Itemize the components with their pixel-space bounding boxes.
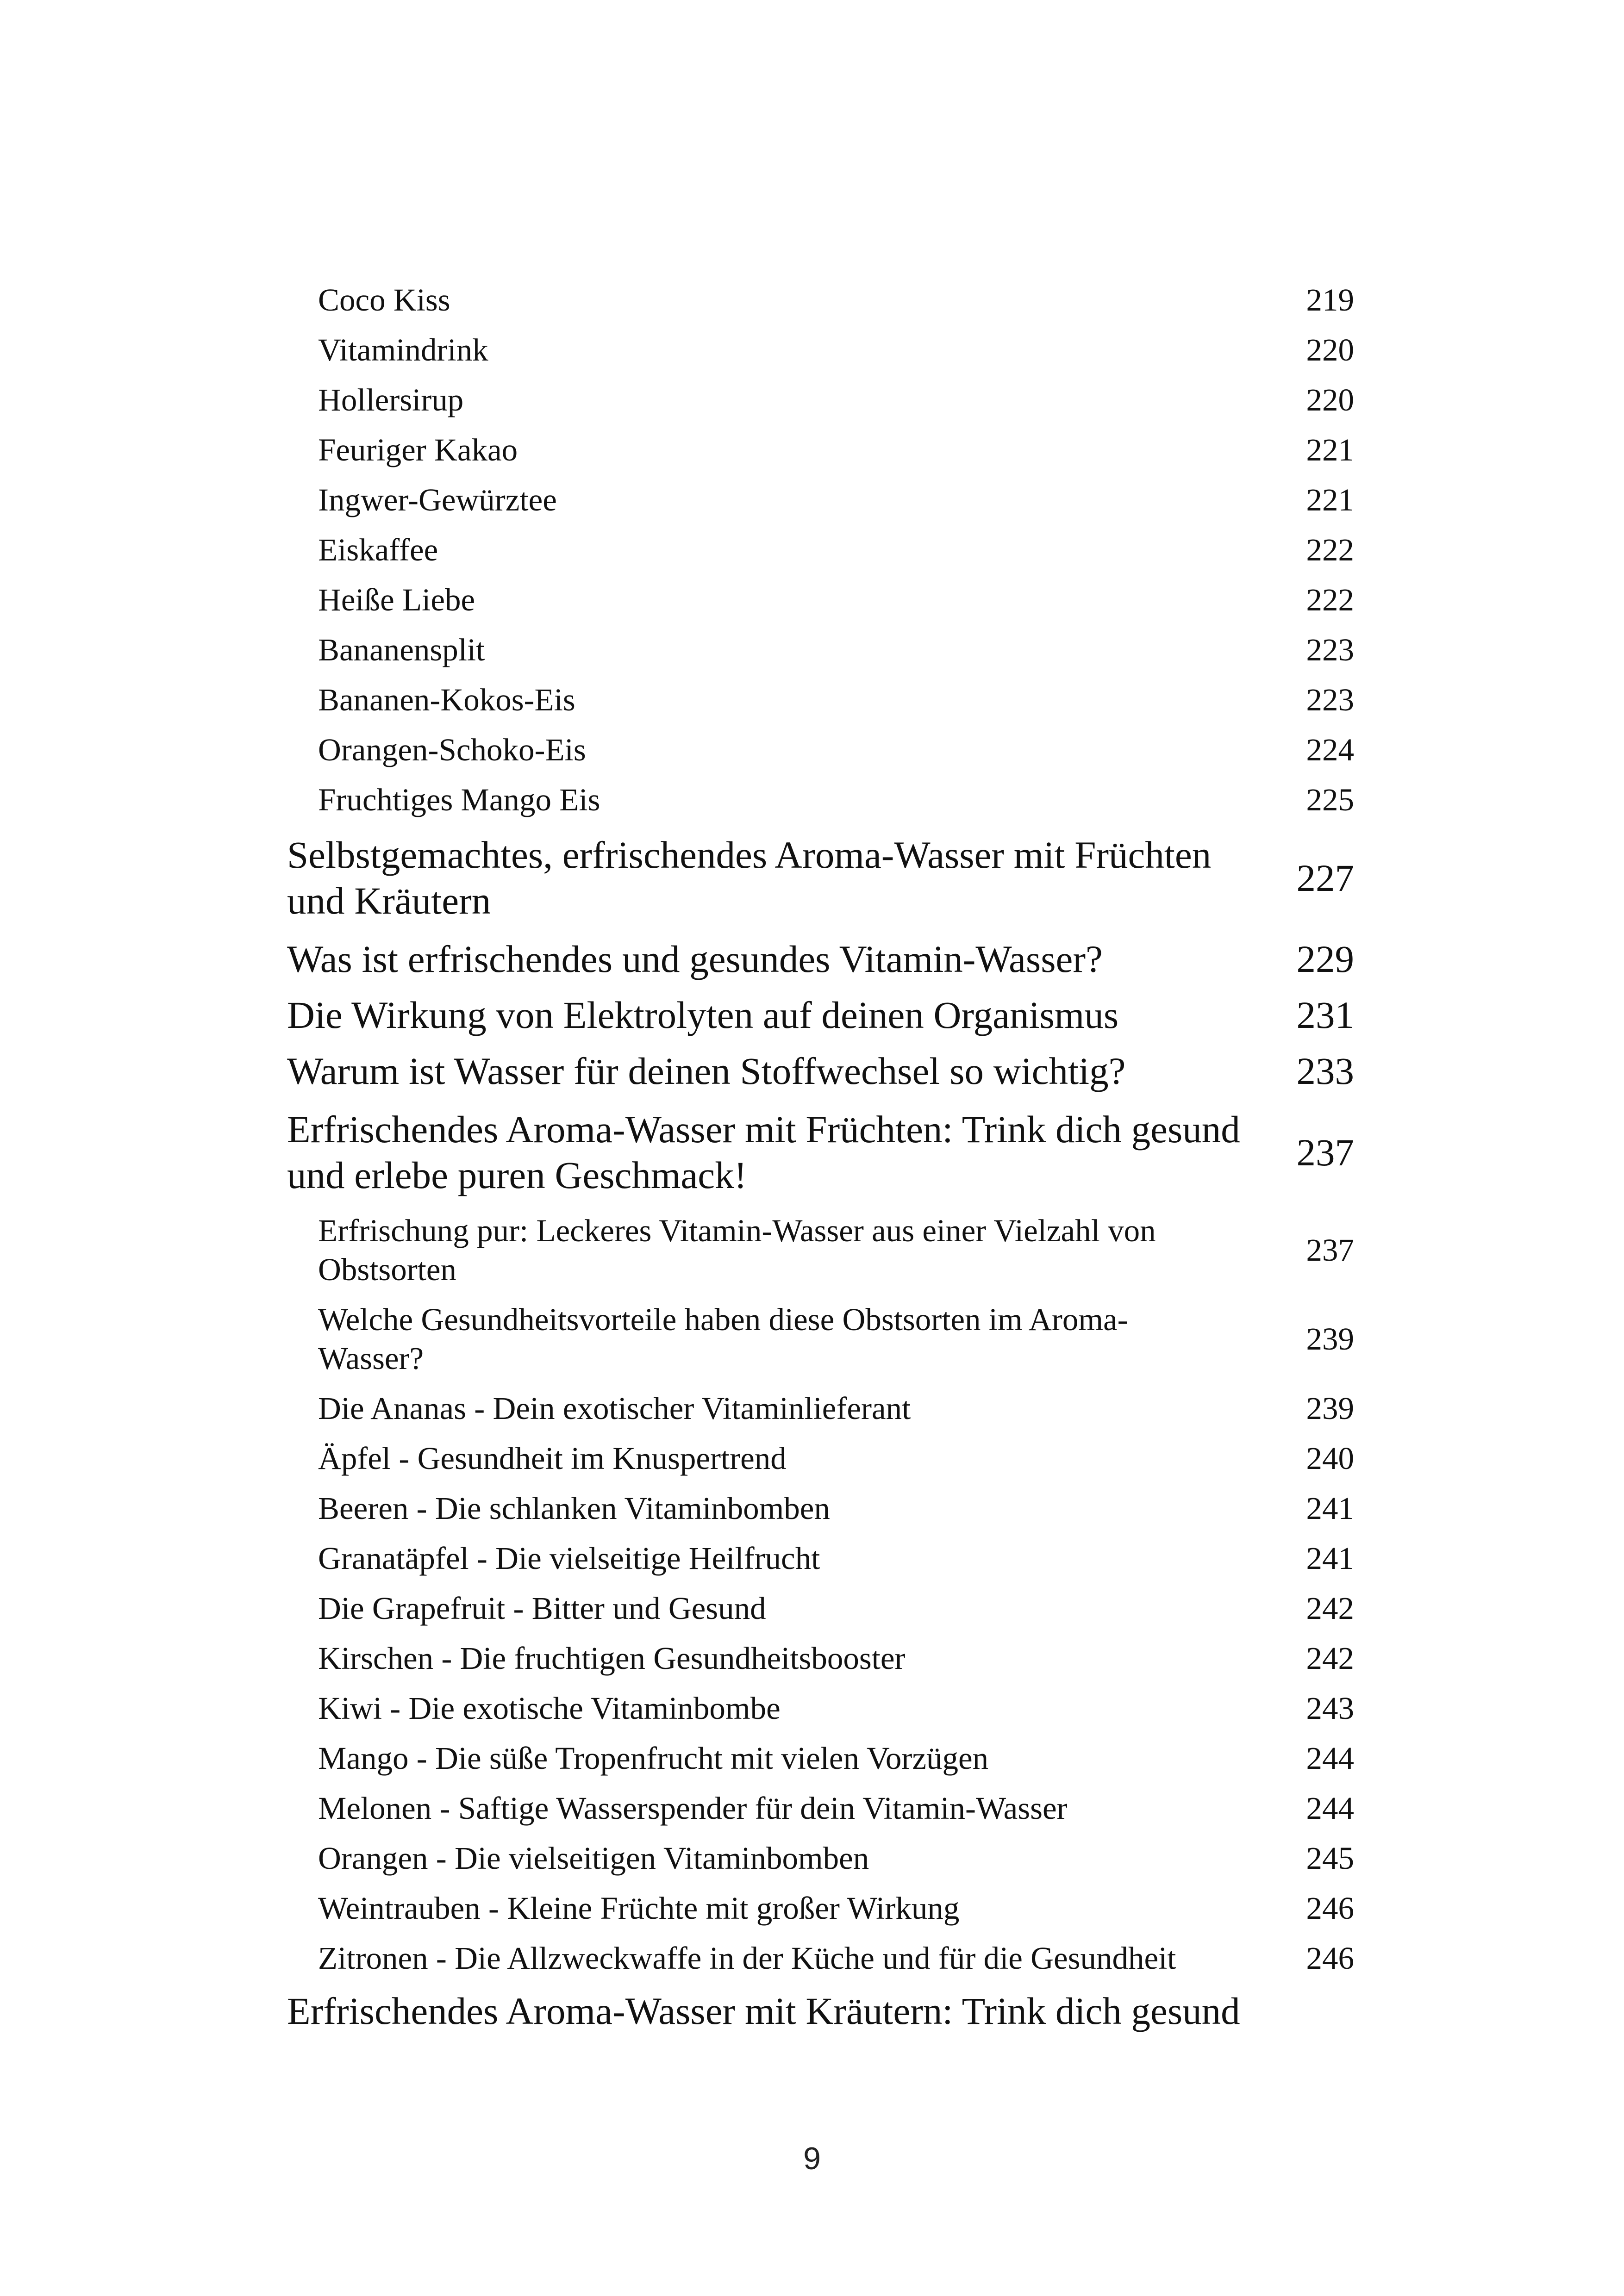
toc-entry-title: Zitronen - Die Allzweckwaffe in der Küche und für die Gesundheit bbox=[318, 1941, 1176, 1976]
toc-entry-page: 246 bbox=[1306, 1941, 1354, 1976]
toc-entry-title: Mango - Die süße Tropenfrucht mit vielen Vorzügen bbox=[318, 1741, 989, 1776]
toc-entry-title: Ingwer-Gewürztee bbox=[318, 482, 557, 517]
toc-chapter-entry bbox=[287, 1043, 1354, 1099]
toc-entry-page: 220 bbox=[1306, 382, 1354, 417]
toc-entry-page: 242 bbox=[1306, 1591, 1354, 1626]
toc-entry-page: 229 bbox=[1296, 938, 1354, 980]
toc-entry-page: 219 bbox=[1306, 282, 1354, 317]
toc-section-entry bbox=[287, 1933, 1354, 1983]
toc-entry-title: Kiwi - Die exotische Vitaminbombe bbox=[318, 1691, 781, 1726]
toc-entry-title: Melonen - Saftige Wasserspender für dein Vitamin-Wasser bbox=[318, 1791, 1068, 1826]
toc-entry-title: Erfrischendes Aroma-Wasser mit Kräutern: Trink dich gesund bbox=[287, 1990, 1240, 2032]
toc-entry-page: 237 bbox=[1296, 1131, 1354, 1174]
toc-entry-title: Hollersirup bbox=[318, 382, 464, 417]
toc-entry-page: 246 bbox=[1306, 1891, 1354, 1926]
toc-entry-page: 227 bbox=[1296, 856, 1354, 899]
toc-entry-title: Warum ist Wasser für deinen Stoffwechsel so wichtig? bbox=[287, 1050, 1126, 1092]
toc-entry-title: Feuriger Kakao bbox=[318, 432, 518, 467]
toc-section-entry bbox=[287, 1433, 1354, 1483]
toc-entry-title: Erfrischendes Aroma-Wasser mit Früchten: Trink dich gesund und erlebe puren Geschmack! bbox=[287, 1108, 1240, 1196]
toc-entry-page: 221 bbox=[1306, 482, 1354, 517]
toc-entry-page: 231 bbox=[1296, 994, 1354, 1036]
toc-section-entry bbox=[287, 325, 1354, 375]
toc-entry-title: Beeren - Die schlanken Vitaminbomben bbox=[318, 1491, 830, 1526]
toc-section-entry bbox=[287, 375, 1354, 425]
toc-chapter-entry bbox=[287, 825, 1354, 931]
toc-entry-title: Fruchtiges Mango Eis bbox=[318, 782, 600, 817]
toc-entry-title: Bananen-Kokos-Eis bbox=[318, 682, 575, 717]
toc-entry-page: 245 bbox=[1306, 1841, 1354, 1876]
toc-entry-title: Bananensplit bbox=[318, 632, 485, 667]
toc-entry-page: 244 bbox=[1306, 1741, 1354, 1776]
toc-entry-title: Erfrischung pur: Leckeres Vitamin-Wasser aus einer Vielzahl von Obstsorten bbox=[318, 1213, 1156, 1287]
toc-entry-title: Die Grapefruit - Bitter und Gesund bbox=[318, 1591, 766, 1626]
toc-entry-title: Selbstgemachtes, erfrischendes Aroma-Wasser mit Früchten und Kräutern bbox=[287, 834, 1212, 922]
toc-entry-title: Orangen-Schoko-Eis bbox=[318, 732, 586, 767]
toc-entry-page: 243 bbox=[1306, 1691, 1354, 1726]
toc-section-entry bbox=[287, 1483, 1354, 1533]
toc-chapter-entry bbox=[287, 931, 1354, 987]
toc-section-entry bbox=[287, 625, 1354, 675]
toc-section-entry bbox=[287, 1833, 1354, 1883]
toc-entry-page: 239 bbox=[1306, 1391, 1354, 1426]
toc-entry-page: 224 bbox=[1306, 732, 1354, 767]
toc-section-entry bbox=[287, 1206, 1354, 1294]
toc-entry-title: Kirschen - Die fruchtigen Gesundheitsbooster bbox=[318, 1641, 906, 1676]
toc-entry-page: 223 bbox=[1306, 632, 1354, 667]
toc-entry-page: 244 bbox=[1306, 1791, 1354, 1826]
toc-entry-title: Weintrauben - Kleine Früchte mit großer Wirkung bbox=[318, 1891, 960, 1926]
toc-entry-page: 239 bbox=[1306, 1321, 1354, 1356]
toc-entry-page: 241 bbox=[1306, 1491, 1354, 1526]
toc-entry-title: Eiskaffee bbox=[318, 532, 438, 567]
toc-section-entry bbox=[287, 1783, 1354, 1833]
toc-section-entry bbox=[287, 575, 1354, 625]
toc-chapter-entry bbox=[287, 987, 1354, 1043]
toc-entry-title: Die Ananas - Dein exotischer Vitaminlieferant bbox=[318, 1391, 911, 1426]
toc-entry-title: Orangen - Die vielseitigen Vitaminbomben bbox=[318, 1841, 869, 1876]
toc-section-entry bbox=[287, 1633, 1354, 1683]
page-number: 9 bbox=[803, 2141, 821, 2176]
toc-entry-page: 242 bbox=[1306, 1641, 1354, 1676]
toc-section-entry bbox=[287, 1583, 1354, 1633]
toc-entry-page: 223 bbox=[1306, 682, 1354, 717]
toc-entry-page: 222 bbox=[1306, 582, 1354, 617]
toc-entry-page: 225 bbox=[1306, 782, 1354, 817]
toc-section-entry bbox=[287, 775, 1354, 825]
toc-entry-title: Vitamindrink bbox=[318, 332, 488, 367]
table-of-contents bbox=[287, 275, 1354, 2039]
toc-section-entry bbox=[287, 675, 1354, 725]
toc-section-entry bbox=[287, 725, 1354, 775]
toc-section-entry bbox=[287, 1533, 1354, 1583]
toc-entry-page: 241 bbox=[1306, 1541, 1354, 1576]
toc-section-entry bbox=[287, 525, 1354, 575]
toc-entry-page: 220 bbox=[1306, 332, 1354, 367]
toc-entry-page: 237 bbox=[1306, 1232, 1354, 1268]
toc-entry-title: Granatäpfel - Die vielseitige Heilfrucht bbox=[318, 1541, 820, 1576]
toc-entry-page: 233 bbox=[1296, 1050, 1354, 1092]
toc-section-entry bbox=[287, 425, 1354, 475]
toc-entry-title: Heiße Liebe bbox=[318, 582, 475, 617]
toc-section-entry bbox=[287, 1733, 1354, 1783]
toc-section-entry bbox=[287, 1383, 1354, 1433]
toc-entry-title: Die Wirkung von Elektrolyten auf deinen Organismus bbox=[287, 994, 1119, 1036]
toc-entry-title: Was ist erfrischendes und gesundes Vitamin-Wasser? bbox=[287, 938, 1103, 980]
toc-entry-page: 222 bbox=[1306, 532, 1354, 567]
toc-section-entry bbox=[287, 275, 1354, 325]
toc-section-entry bbox=[287, 1294, 1354, 1383]
toc-entry-title: Äpfel - Gesundheit im Knuspertrend bbox=[318, 1441, 787, 1476]
toc-chapter-entry bbox=[287, 1983, 1354, 2039]
toc-entry-page: 240 bbox=[1306, 1441, 1354, 1476]
toc-entry-title: Welche Gesundheitsvorteile haben diese Obstsorten im Aroma-Wasser? bbox=[318, 1302, 1128, 1376]
toc-entry-page: 221 bbox=[1306, 432, 1354, 467]
toc-section-entry bbox=[287, 1883, 1354, 1933]
toc-section-entry bbox=[287, 475, 1354, 525]
toc-section-entry bbox=[287, 1683, 1354, 1733]
toc-chapter-entry bbox=[287, 1099, 1354, 1206]
toc-entry-title: Coco Kiss bbox=[318, 282, 450, 317]
